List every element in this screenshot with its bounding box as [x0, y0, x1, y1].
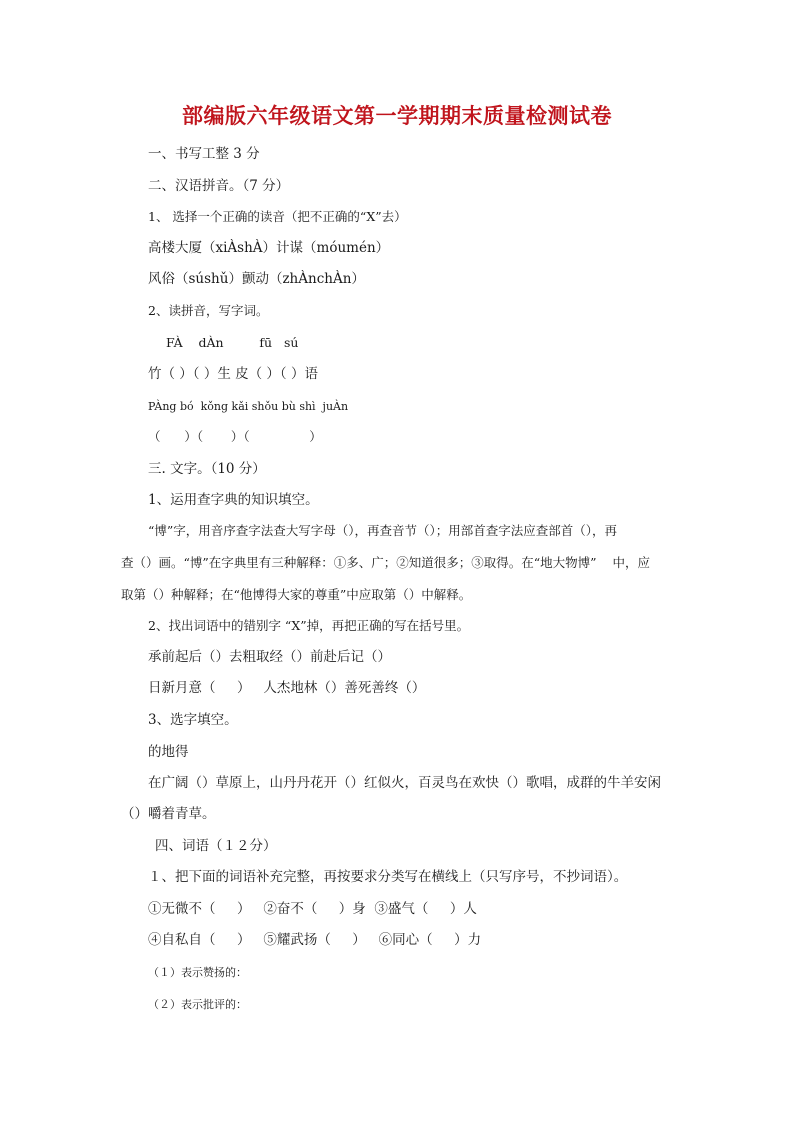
question-3-3: 3、选字填空。 [148, 712, 238, 728]
pinyin-prompt-1: FÀ dÀn fū sú [166, 335, 299, 350]
fill-paragraph-line-2: （）嚼着青草。 [121, 806, 216, 822]
fill-line-1: 竹（ ）（ ）生 皮（ ）（ ）语 [148, 366, 318, 382]
question-2-1: 1、 选择一个正确的读音（把不正确的“X”去） [148, 209, 407, 224]
pinyin-line-2: 风俗（súshǔ）颤动（zhÀnchÀn） [148, 271, 365, 287]
section-2-heading: 二、汉语拼音。（7 分） [148, 178, 290, 194]
paragraph-line-3: 取第（）种解释；在“他博得大家的尊重”中应取第（）中解释。 [121, 587, 472, 602]
paragraph-line-2: 查（）画。“博”在字典里有三种解释：①多、广；②知道很多；③取得。在“地大物博” 中，应 [121, 555, 650, 570]
pinyin-line-1: 高楼大厦（xiÀshÀ）计谋（móumén） [148, 240, 390, 256]
category-criticism: （２）表示批评的： [148, 998, 247, 1011]
idiom-line-2: ④自私自（ ） ⑤耀武扬（ ） ⑥同心（ ）力 [148, 932, 482, 948]
section-1-heading: 一、书写工整 3 分 [148, 146, 260, 162]
page-title: 部编版六年级语文第一学期期末质量检测试卷 [182, 104, 612, 128]
section-4-heading: 四、词语（１２分） [155, 838, 277, 854]
fill-line-2: （ ）（ ）（ ） [148, 429, 322, 444]
question-3-1: 1、运用查字典的知识填空。 [148, 492, 319, 508]
category-praise: （１）表示赞扬的： [148, 966, 247, 979]
section-3-heading: 三. 文字。（10 分） [148, 461, 266, 477]
fill-paragraph-line-1: 在广阔（）草原上，山丹丹花开（）红似火，百灵鸟在欢快（）歌唱，成群的牛羊安闲 [148, 775, 661, 791]
paragraph-line-1: “博”字，用音序查字法查大写字母（），再查音节（）；用部首查字法应查部首（），再 [148, 523, 618, 538]
pinyin-prompt-2: PÀng bó kǒng kǎi shǒu bù shì juÀn [148, 400, 349, 413]
typo-line-1: 承前起后（）去粗取经（）前赴后记（） [148, 649, 391, 665]
question-3-2: 2、找出词语中的错别字 “X”掉，再把正确的写在括号里。 [148, 618, 470, 633]
question-2-2: 2、读拼音，写字词。 [148, 303, 269, 318]
word-choices: 的地得 [148, 744, 189, 760]
question-4-1: １、把下面的词语补充完整，再按要求分类写在横线上（只写序号，不抄词语）。 [148, 869, 628, 885]
typo-line-2: 日新月意（ ） 人杰地林（）善死善终（） [148, 680, 426, 696]
idiom-line-1: ①无微不（ ） ②奋不（ ）身 ③盛气（ ）人 [148, 901, 477, 917]
